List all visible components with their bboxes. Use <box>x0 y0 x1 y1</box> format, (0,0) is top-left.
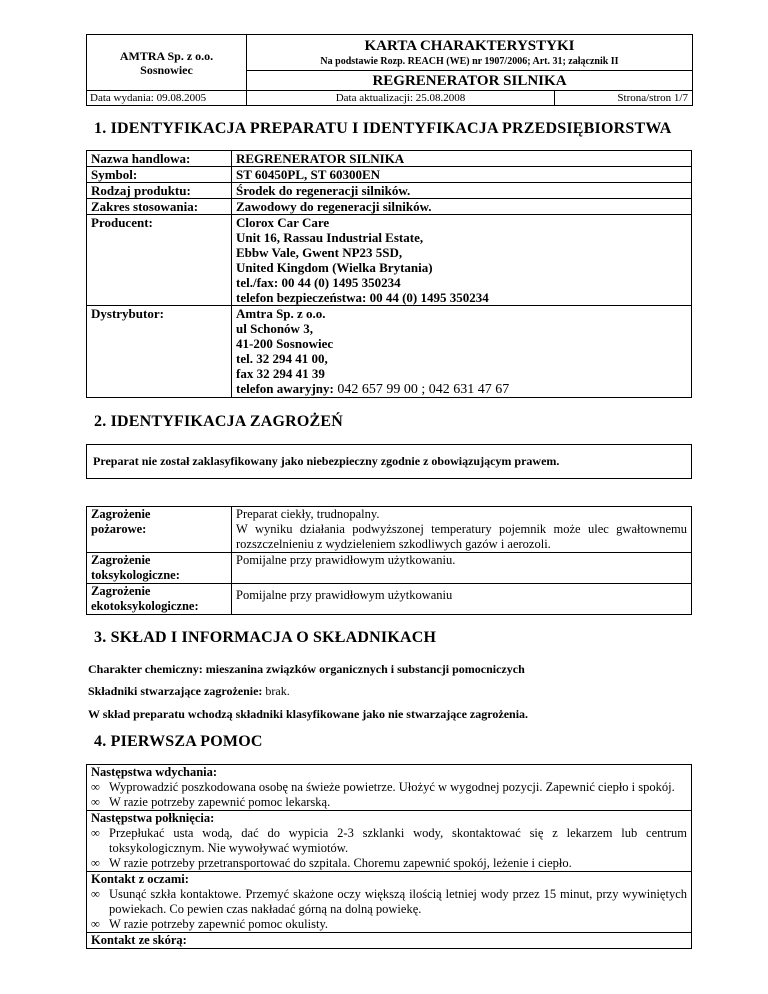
eye-contact-item <box>87 917 691 932</box>
distributor-line: ul Schonów 3, <box>236 321 313 336</box>
fire-hazard-label-line: Zagrożenie <box>91 507 151 521</box>
trade-name-label: Nazwa handlowa: <box>87 151 232 167</box>
emergency-phone-value: 042 657 99 00 ; 042 631 47 67 <box>333 382 510 397</box>
section-2-title: 2. IDENTYFIKACJA ZAGROŻEŃ <box>94 413 344 430</box>
bullet-icon: ∞ <box>91 917 100 931</box>
eye-contact-item <box>87 887 691 917</box>
ingestion-text: W razie potrzeby przetransportować do szpitala. Choremu zapewnić spokój, leżenie i ciepło. <box>109 856 572 870</box>
tox-hazard-label-line: Zagrożenie <box>91 553 151 567</box>
update-date: Data aktualizacji: 25.08.2008 <box>247 91 555 106</box>
section-4-title: 4. PIERWSZA POMOC <box>94 733 263 750</box>
company-cell <box>87 35 247 91</box>
company-city: Sosnowiec <box>140 62 193 77</box>
distributor-line: 41-200 Sosnowiec <box>236 336 334 351</box>
title-cell <box>247 35 693 91</box>
document-page <box>86 34 692 947</box>
producer-line: United Kingdom (Wielka Brytania) <box>236 260 433 275</box>
issue-date: Data wydania: 09.08.2005 <box>87 91 247 106</box>
usage-value: Zawodowy do regeneracji silników. <box>232 199 692 215</box>
classification-text: Preparat nie został zaklasyfikowany jako niebezpieczny zgodnie z obowiązującym prawem. <box>93 454 560 468</box>
ecotox-hazard-label <box>87 584 232 615</box>
ingestion-item <box>87 856 691 871</box>
distributor-line: tel. 32 294 41 00, <box>236 351 328 366</box>
document-header <box>86 34 693 106</box>
emergency-phone <box>236 381 687 397</box>
first-aid-box <box>86 764 692 949</box>
producer-details <box>232 215 692 306</box>
composition-note <box>88 707 528 722</box>
classification-box <box>86 444 692 479</box>
distributor-line: fax 32 294 41 39 <box>236 366 325 381</box>
hazardous-components-value: brak. <box>262 684 290 698</box>
document-subtitle: Na podstawie Rozp. REACH (WE) nr 1907/2006; Art. 31; załącznik II <box>320 56 619 67</box>
producer-line: tel./fax: 00 44 (0) 1495 350234 <box>236 275 401 290</box>
emergency-phone-label: telefon awaryjny: <box>236 381 334 396</box>
page-number: Strona/stron 1/7 <box>555 91 693 106</box>
product-name-header: REGRENERATOR SILNIKA <box>247 70 692 90</box>
fire-hazard-label-line: pożarowe: <box>91 522 147 536</box>
ecotox-hazard-label-line: Zagrożenie <box>91 584 151 598</box>
inhalation-item <box>87 795 691 810</box>
fire-hazard-line: Preparat ciekły, trudnopalny. <box>236 507 380 521</box>
hazards-table <box>86 506 692 615</box>
inhalation-text: Wyprowadzić poszkodowana osobę na świeże powietrze. Ułożyć w wygodnej pozycji. Zapewnić ciepło i spokój. <box>109 780 675 794</box>
distributor-label: Dystrybutor: <box>87 306 232 398</box>
inhalation-text: W razie potrzeby zapewnić pomoc lekarską. <box>109 795 331 809</box>
distributor-line: Amtra Sp. z o.o. <box>236 306 326 321</box>
fire-hazard-line: W wyniku działania podwyższonej temperatury pojemnik może ulec gwałtownemu rozszczelnieniu z wydzieleniem szkodliwych gazów i aerozoli. <box>236 522 687 551</box>
ingestion-text: Przepłukać usta wodą, dać do wypicia 2-3 szklanki wody, skontaktować się z lekarzem lub centrum toksykologicznym. Nie wywoływać wymiotów. <box>109 826 687 855</box>
usage-label: Zakres stosowania: <box>87 199 232 215</box>
distributor-details <box>232 306 692 398</box>
bullet-icon: ∞ <box>91 887 100 901</box>
inhalation-item <box>87 780 691 795</box>
section-1-title: 1. IDENTYFIKACJA PREPARATU I IDENTYFIKACJA PRZEDSIĘBIORSTWA <box>94 120 672 137</box>
fire-hazard-label <box>87 507 232 553</box>
eye-contact-text: Usunąć szkła kontaktowe. Przemyć skażone oczy większą ilością letniej wody przez 15 minut, przy wywiniętych powiekach. Co pewien czas nakładać górną na dolną powiekę. <box>109 887 687 916</box>
tox-hazard-text: Pomijalne przy prawidłowym użytkowaniu. <box>232 553 692 584</box>
eye-contact-text: W razie potrzeby zapewnić pomoc okulisty. <box>109 917 329 931</box>
company-name: AMTRA Sp. z o.o. <box>119 48 214 63</box>
product-type-label: Rodzaj produktu: <box>87 183 232 199</box>
bullet-icon: ∞ <box>91 826 100 840</box>
bullet-icon: ∞ <box>91 856 100 870</box>
tox-hazard-label <box>87 553 232 584</box>
producer-line: Ebbw Vale, Gwent NP23 5SD, <box>236 245 403 260</box>
producer-line: telefon bezpieczeństwa: 00 44 (0) 1495 350234 <box>236 290 489 305</box>
symbol-value: ST 60450PL, ST 60300EN <box>232 167 692 183</box>
chemical-character <box>88 662 525 677</box>
fire-hazard-text <box>232 507 692 553</box>
tox-hazard-label-line: toksykologiczne: <box>91 568 180 582</box>
symbol-label: Symbol: <box>87 167 232 183</box>
producer-line: Unit 16, Rassau Industrial Estate, <box>236 230 424 245</box>
ecotox-hazard-label-line: ekotoksykologiczne: <box>91 599 199 613</box>
bullet-icon: ∞ <box>91 795 100 809</box>
producer-line: Clorox Car Care <box>236 215 330 230</box>
ingestion-item <box>87 826 691 856</box>
inhalation-label: Następstwa wdychania: <box>91 765 218 779</box>
composition-note-text: W skład preparatu wchodzą składniki klasyfikowane jako nie stwarzające zagrożenia. <box>88 707 529 721</box>
skin-contact-label: Kontakt ze skórą: <box>87 932 691 948</box>
hazardous-components-label: Składniki stwarzające zagrożenie: <box>88 684 263 698</box>
section-3-title: 3. SKŁAD I INFORMACJA O SKŁADNIKACH <box>94 629 437 646</box>
ecotox-hazard-text: Pomijalne przy prawidłowym użytkowaniu <box>232 584 692 615</box>
chemical-character-text: Charakter chemiczny: mieszanina związków organicznych i substancji pomocniczych <box>88 662 525 676</box>
ingestion-label: Następstwa połknięcia: <box>87 810 691 826</box>
identification-table <box>86 150 692 398</box>
document-title: KARTA CHARAKTERYSTYKI <box>364 38 575 54</box>
trade-name-value: REGRENERATOR SILNIKA <box>232 151 692 167</box>
product-type-value: Środek do regeneracji silników. <box>232 183 692 199</box>
bullet-icon: ∞ <box>91 780 100 794</box>
hazardous-components <box>88 684 290 699</box>
producer-label: Producent: <box>87 215 232 306</box>
eye-contact-label: Kontakt z oczami: <box>87 871 691 887</box>
